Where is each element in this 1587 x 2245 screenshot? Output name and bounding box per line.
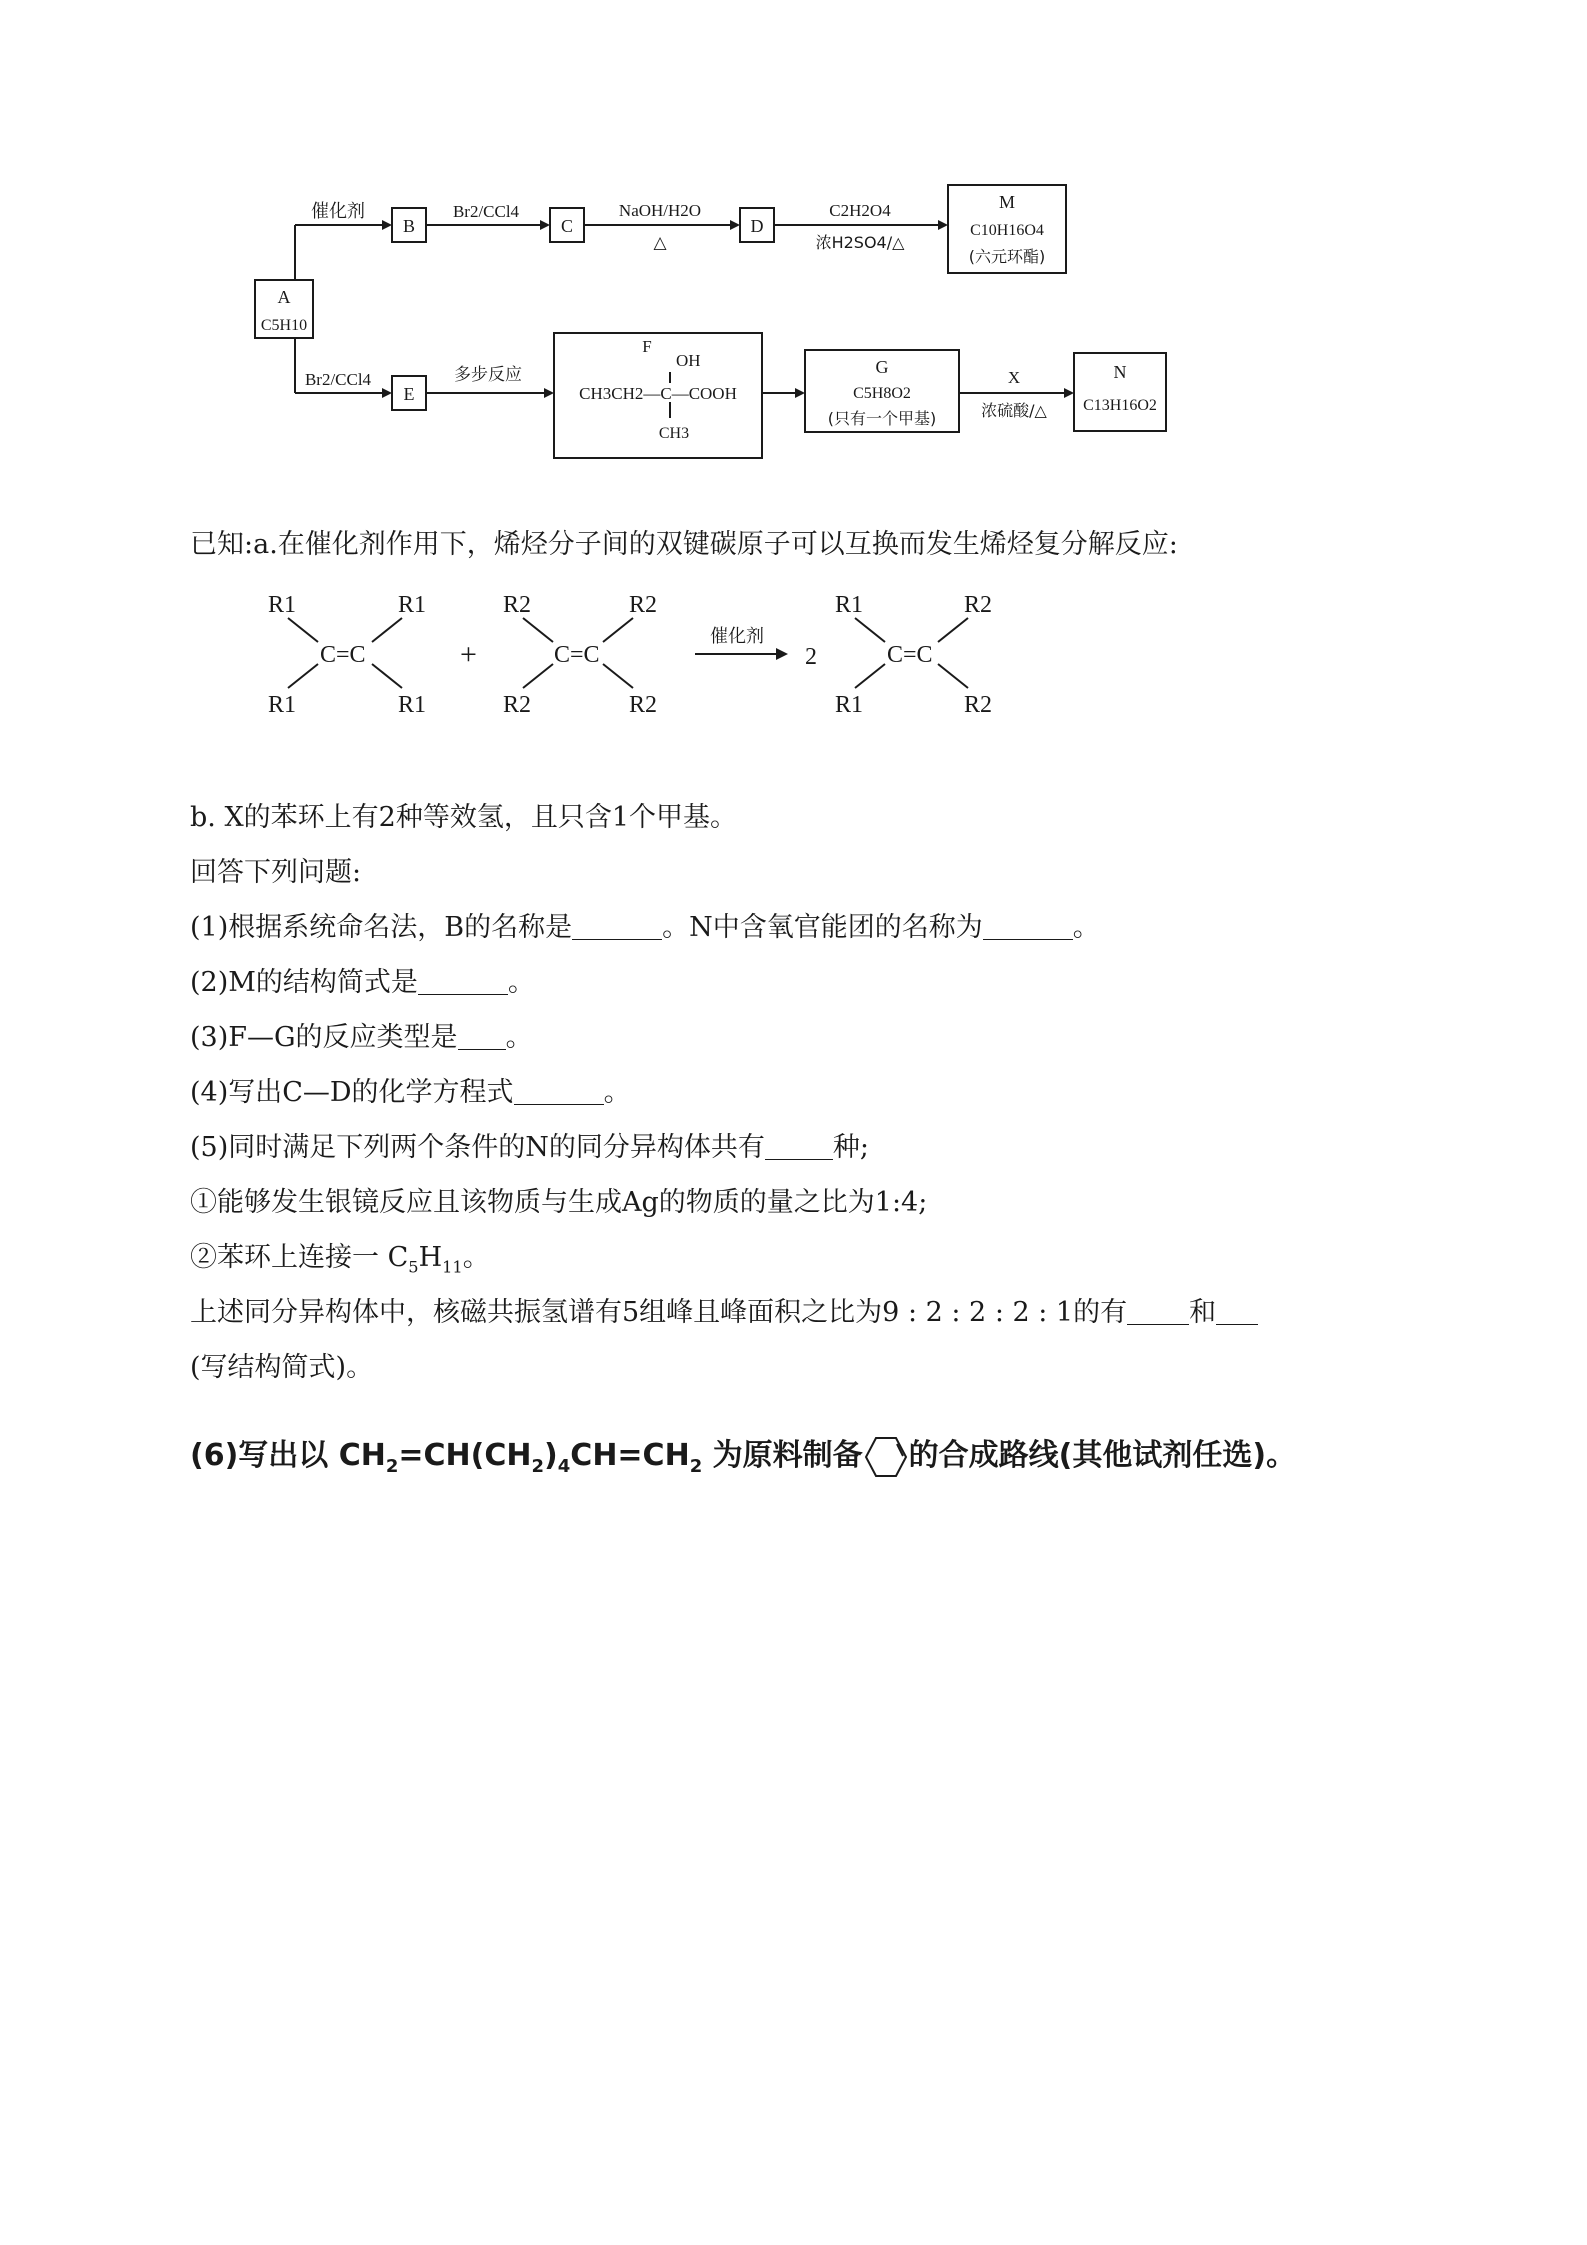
formula-N: C13H16O2 bbox=[1083, 397, 1157, 414]
c2-part-b: 。 bbox=[462, 1242, 490, 1273]
q6-part-c: ) bbox=[544, 1438, 558, 1473]
F-ch3: CH3 bbox=[658, 425, 690, 442]
label-A: A bbox=[277, 287, 291, 307]
reagent-br2-bottom: Br2/CCl4 bbox=[304, 370, 372, 389]
F-chain: CH3CH2—C—COOH bbox=[579, 384, 737, 403]
condition-2 bbox=[190, 1235, 490, 1276]
label-D: D bbox=[750, 216, 764, 236]
mol1-r-bl: R1 bbox=[268, 692, 297, 718]
nmr-line bbox=[190, 1290, 1258, 1329]
q4-part-a: (4)写出C—D的化学方程式 bbox=[190, 1077, 514, 1108]
mol1-r-br: R1 bbox=[398, 692, 427, 718]
metathesis-catalyst: 催化剂 bbox=[710, 626, 764, 647]
nmr-part-b: 和 bbox=[1189, 1297, 1217, 1328]
q6-sub-b: 2 bbox=[531, 1456, 545, 1477]
mol1-ceq: C=C bbox=[320, 642, 366, 668]
prod-r-tr: R2 bbox=[964, 592, 993, 618]
note-M: (六元环酯) bbox=[968, 247, 1046, 266]
multi-step-label: 多步反应 bbox=[454, 365, 522, 385]
F-oh: OH bbox=[676, 351, 701, 370]
q6-part-e: 为原料制备 bbox=[702, 1438, 863, 1473]
prod-r-br: R2 bbox=[964, 692, 993, 718]
prod-ceq: C=C bbox=[887, 642, 933, 668]
q2-part-a: (2)M的结构简式是 bbox=[190, 967, 418, 998]
top-catalyst-label: 催化剂 bbox=[311, 201, 365, 222]
label-G: G bbox=[875, 357, 889, 377]
mol2-r-tl: R2 bbox=[503, 592, 532, 618]
question-2 bbox=[190, 960, 535, 999]
nmr-part-a: 上述同分异构体中，核磁共振氢谱有5组峰且峰面积之比为9 : 2 : 2 : 2 : 1的有 bbox=[190, 1297, 1128, 1328]
reagent-h2so4: 浓H2SO4/△ bbox=[815, 233, 905, 252]
q1-part-b: 。N中含氧官能团的名称为 bbox=[662, 912, 983, 943]
label-B: B bbox=[402, 216, 416, 236]
synthesis-scheme bbox=[240, 180, 1180, 470]
c2-sub5: 5 bbox=[408, 1257, 419, 1277]
c2-part-a: ②苯环上连接一 C bbox=[190, 1242, 409, 1273]
q6-part-f: 的合成路线(其他试剂任选)。 bbox=[908, 1438, 1297, 1473]
nmr-line-2: (写结构简式)。 bbox=[190, 1352, 374, 1383]
condition-b: b. X的苯环上有2种等效氢，且只含1个甲基。 bbox=[190, 802, 738, 833]
q6-part-a: (6)写出以 CH bbox=[190, 1438, 386, 1473]
question-4 bbox=[190, 1070, 631, 1109]
q3-blank[interactable] bbox=[458, 1022, 506, 1050]
reagent-br2-top: Br2/CCl4 bbox=[452, 202, 520, 221]
question-6 bbox=[190, 1430, 1296, 1480]
nmr-blank-1[interactable] bbox=[1127, 1297, 1189, 1325]
label-M: M bbox=[998, 192, 1016, 212]
note-G: (只有一个甲基) bbox=[827, 409, 937, 428]
reagent-X: X bbox=[1007, 368, 1021, 387]
q3-part-a: (3)F—G的反应类型是 bbox=[190, 1022, 458, 1053]
heat-symbol-1: △ bbox=[653, 233, 667, 252]
q1-blank-2[interactable] bbox=[983, 912, 1073, 940]
mol1-r-tr: R1 bbox=[398, 592, 427, 618]
q1-part-a: (1)根据系统命名法，B的名称是 bbox=[190, 912, 573, 943]
known-a-text: 已知:a.在催化剂作用下，烯烃分子间的双键碳原子可以互换而发生烯烃复分解反应: bbox=[190, 529, 1178, 560]
label-E: E bbox=[403, 384, 415, 404]
q1-blank-1[interactable] bbox=[572, 912, 662, 940]
q3-part-b: 。 bbox=[505, 1022, 533, 1053]
metathesis-equation bbox=[240, 580, 1040, 730]
question-5 bbox=[190, 1125, 869, 1164]
label-C: C bbox=[560, 216, 574, 236]
q5-part-a: (5)同时满足下列两个条件的N的同分异构体共有 bbox=[190, 1132, 765, 1163]
formula-M: C10H16O4 bbox=[970, 222, 1044, 239]
plus-sign: + bbox=[460, 638, 477, 671]
q6-part-d: CH=CH bbox=[570, 1438, 690, 1473]
condition-1: ①能够发生银镜反应且该物质与生成Ag的物质的量之比为1:4; bbox=[190, 1187, 928, 1218]
prod-r-bl: R1 bbox=[835, 692, 864, 718]
q1-part-c: 。 bbox=[1072, 912, 1100, 943]
mol2-r-br: R2 bbox=[629, 692, 658, 718]
q4-part-b: 。 bbox=[603, 1077, 631, 1108]
question-3 bbox=[190, 1015, 533, 1054]
q2-blank[interactable] bbox=[418, 967, 508, 995]
mol2-ceq: C=C bbox=[554, 642, 600, 668]
c2-H: H bbox=[418, 1242, 443, 1273]
cyclohexene-ring-icon bbox=[863, 1434, 909, 1480]
label-F: F bbox=[642, 337, 652, 356]
q6-part-b: =CH(CH bbox=[398, 1438, 532, 1473]
answer-heading: 回答下列问题: bbox=[190, 857, 362, 888]
mol2-r-tr: R2 bbox=[629, 592, 658, 618]
coefficient-two: 2 bbox=[805, 644, 817, 670]
q5-part-b: 种; bbox=[832, 1132, 869, 1163]
c2-sub11: 11 bbox=[442, 1257, 463, 1277]
nmr-blank-2[interactable] bbox=[1216, 1297, 1258, 1325]
q5-blank[interactable] bbox=[765, 1132, 833, 1160]
prod-r-tl: R1 bbox=[835, 592, 864, 618]
q6-sub-c: 2 bbox=[689, 1456, 703, 1477]
question-1 bbox=[190, 905, 1100, 944]
reagent-c2h2o4: C2H2O4 bbox=[829, 201, 891, 220]
mol1-r-tl: R1 bbox=[268, 592, 297, 618]
q6-sub-a: 2 bbox=[385, 1456, 399, 1477]
mol2-r-bl: R2 bbox=[503, 692, 532, 718]
reagent-naoh: NaOH/H2O bbox=[618, 201, 702, 220]
reagent-conc-acid: 浓硫酸/△ bbox=[981, 401, 1047, 420]
formula-A: C5H10 bbox=[260, 317, 308, 334]
q6-sub-4: 4 bbox=[557, 1456, 571, 1477]
formula-G: C5H8O2 bbox=[853, 385, 911, 402]
label-N: N bbox=[1113, 362, 1127, 382]
q4-blank[interactable] bbox=[514, 1077, 604, 1105]
q2-part-b: 。 bbox=[507, 967, 535, 998]
